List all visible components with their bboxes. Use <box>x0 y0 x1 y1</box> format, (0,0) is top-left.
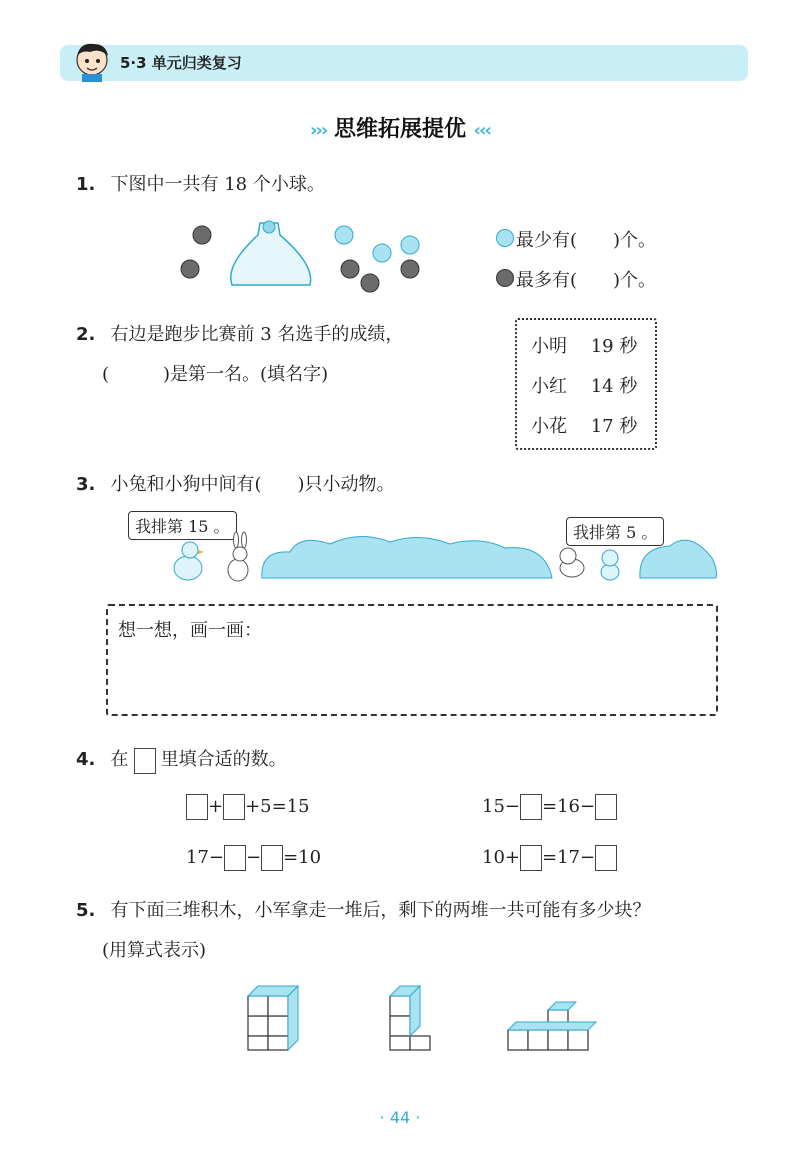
page-number: · 44 · <box>379 1108 421 1127</box>
boy-mascot-icon <box>70 36 114 82</box>
q4-line <box>76 745 287 774</box>
score-row <box>531 372 637 398</box>
gray-ball-icon <box>495 268 515 288</box>
score-time: 14 秒 <box>590 376 638 397</box>
answer-box[interactable] <box>223 794 245 820</box>
left-arrows-icon: ››› <box>310 120 327 141</box>
q5-number: 5. <box>76 900 96 921</box>
equation-2 <box>482 794 617 820</box>
eq-operator: − <box>246 847 262 868</box>
q4-text-before: 在 <box>110 749 129 770</box>
score-row <box>531 412 637 438</box>
section-title-text: 思维拓展提优 <box>333 117 466 142</box>
q5-line1 <box>76 896 650 922</box>
equation-3 <box>186 845 321 871</box>
q3-text: 小兔和小狗中间有( )只小动物。 <box>110 474 395 495</box>
eq-head: 15− <box>482 796 520 817</box>
q1-line <box>76 170 325 196</box>
equation-4 <box>482 845 617 871</box>
q3-drawing-area[interactable] <box>106 604 718 716</box>
score-row <box>531 332 637 358</box>
q1-answer-max: 最多有( )个。 <box>516 270 657 291</box>
q1-number: 1. <box>76 174 96 195</box>
q5-block-stacks-illustration <box>240 980 600 1060</box>
score-time: 17 秒 <box>590 416 638 437</box>
q5-text-line2: (用算式表示) <box>102 940 207 961</box>
q2-text-line1: 右边是跑步比赛前 3 名选手的成绩， <box>110 324 404 345</box>
score-name: 小花 <box>531 416 567 437</box>
eq-mid: =17− <box>542 847 596 868</box>
eq-head: 17− <box>186 847 224 868</box>
answer-box[interactable] <box>595 794 617 820</box>
q2-score-table <box>515 318 657 450</box>
bubble-right: 我排第 5 。 <box>566 517 664 546</box>
equation-1 <box>186 794 310 820</box>
q2-text-line2: ( )是第一名。(填名字) <box>102 364 329 385</box>
score-time: 19 秒 <box>590 336 638 357</box>
q1-text: 下图中一共有 18 个小球。 <box>110 174 325 195</box>
q4-number: 4. <box>76 749 96 770</box>
eq-head: 10+ <box>482 847 520 868</box>
answer-box[interactable] <box>186 794 208 820</box>
blue-ball-icon <box>495 228 515 248</box>
eq-mid: =16− <box>542 796 596 817</box>
section-title <box>0 112 800 143</box>
q2-number: 2. <box>76 324 96 345</box>
answer-box[interactable] <box>520 794 542 820</box>
draw-prompt: 想一想，画一画： <box>118 620 262 641</box>
answer-box[interactable] <box>224 845 246 871</box>
eq-tail: =10 <box>283 847 322 868</box>
q2-line1 <box>76 320 403 346</box>
answer-box[interactable] <box>595 845 617 871</box>
q3-line <box>76 470 395 496</box>
answer-box[interactable] <box>520 845 542 871</box>
q5-text-line1: 有下面三堆积木，小军拿走一堆后，剩下的两堆一共可能有多少块？ <box>110 900 651 921</box>
score-name: 小红 <box>531 376 567 397</box>
answer-box[interactable] <box>261 845 283 871</box>
eq-tail: +5=15 <box>245 796 310 817</box>
q3-animal-line-illustration <box>160 530 720 590</box>
q1-answer-min: 最少有( )个。 <box>516 230 657 251</box>
eq-operator: + <box>208 796 224 817</box>
q3-number: 3. <box>76 474 96 495</box>
q4-text-after: 里填合适的数。 <box>160 749 287 770</box>
bubble-left: 我排第 15 。 <box>128 511 237 540</box>
right-arrows-icon: ‹‹‹ <box>473 120 490 141</box>
score-name: 小明 <box>531 336 567 357</box>
q1-balls-illustration <box>180 205 440 305</box>
header-title: 5·3 单元归类复习 <box>120 54 242 72</box>
answer-box-sample <box>134 748 156 774</box>
